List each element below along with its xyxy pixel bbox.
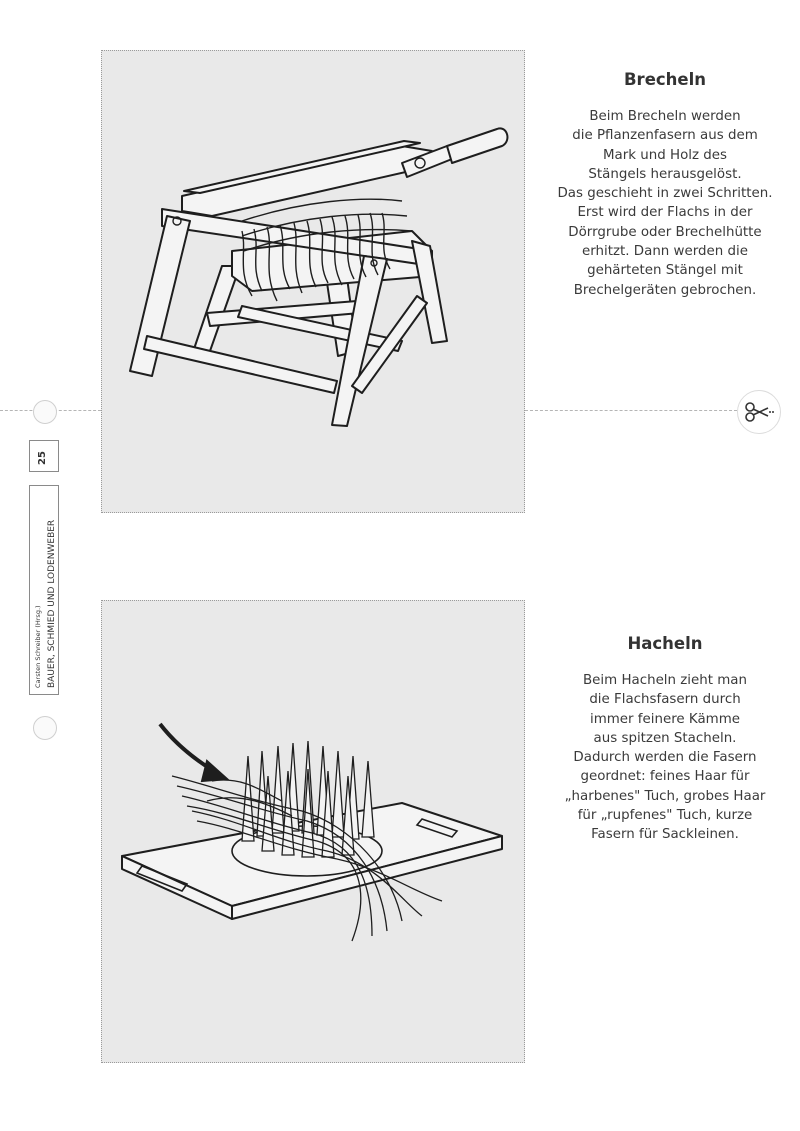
body-line: Mark und Holz des bbox=[603, 147, 727, 163]
cut-line-right bbox=[525, 410, 737, 411]
illustration-brecheln bbox=[101, 50, 525, 513]
body-line: für „rupfenes" Tuch, kurze bbox=[577, 808, 753, 824]
book-editor: Carsten Schreiber (Hrsg.) bbox=[34, 605, 42, 688]
scissors-icon bbox=[737, 390, 781, 434]
book-title: BAUER, SCHMIED UND LODENWEBER bbox=[47, 519, 57, 688]
illustration-hacheln bbox=[101, 600, 525, 1063]
binder-hole bbox=[33, 716, 57, 740]
body-line: Fasern für Sackleinen. bbox=[591, 827, 739, 843]
book-info-box bbox=[29, 485, 59, 695]
body-line: erhitzt. Dann werden die bbox=[582, 244, 748, 260]
body-line: immer feinere Kämme bbox=[590, 711, 740, 727]
body-line: Erst wird der Flachs in der bbox=[577, 205, 753, 221]
page-number: 25 bbox=[37, 451, 48, 465]
section-body bbox=[540, 107, 790, 300]
section-title: Brecheln bbox=[623, 70, 707, 89]
body-line: „harbenes" Tuch, grobes Haar bbox=[564, 788, 766, 804]
hackle-drawing bbox=[102, 601, 526, 1064]
section-hacheln bbox=[540, 634, 790, 845]
body-line: Stängels herausgelöst. bbox=[588, 166, 742, 182]
flax-brake-drawing bbox=[102, 51, 526, 514]
page-number-box bbox=[29, 440, 59, 472]
section-title: Hacheln bbox=[627, 634, 703, 653]
body-line: Dörrgrube oder Brechelhütte bbox=[568, 224, 762, 240]
body-line: Brechelgeräten gebrochen. bbox=[573, 282, 757, 298]
body-line: gehärteten Stängel mit bbox=[587, 263, 743, 279]
body-line: Beim Hacheln zieht man bbox=[583, 673, 747, 688]
body-line: Das geschieht in zwei Schritten. bbox=[557, 186, 773, 202]
body-line: Beim Brecheln werden bbox=[589, 109, 741, 124]
body-line: geordnet: feines Haar für bbox=[580, 769, 750, 785]
binder-hole bbox=[33, 400, 57, 424]
section-brecheln bbox=[540, 70, 790, 300]
body-line: die Pflanzenfasern aus dem bbox=[572, 128, 758, 144]
section-body bbox=[540, 671, 790, 845]
body-line: aus spitzen Stacheln. bbox=[593, 730, 737, 746]
body-line: Dadurch werden die Fasern bbox=[573, 750, 757, 766]
body-line: die Flachsfasern durch bbox=[589, 692, 741, 708]
